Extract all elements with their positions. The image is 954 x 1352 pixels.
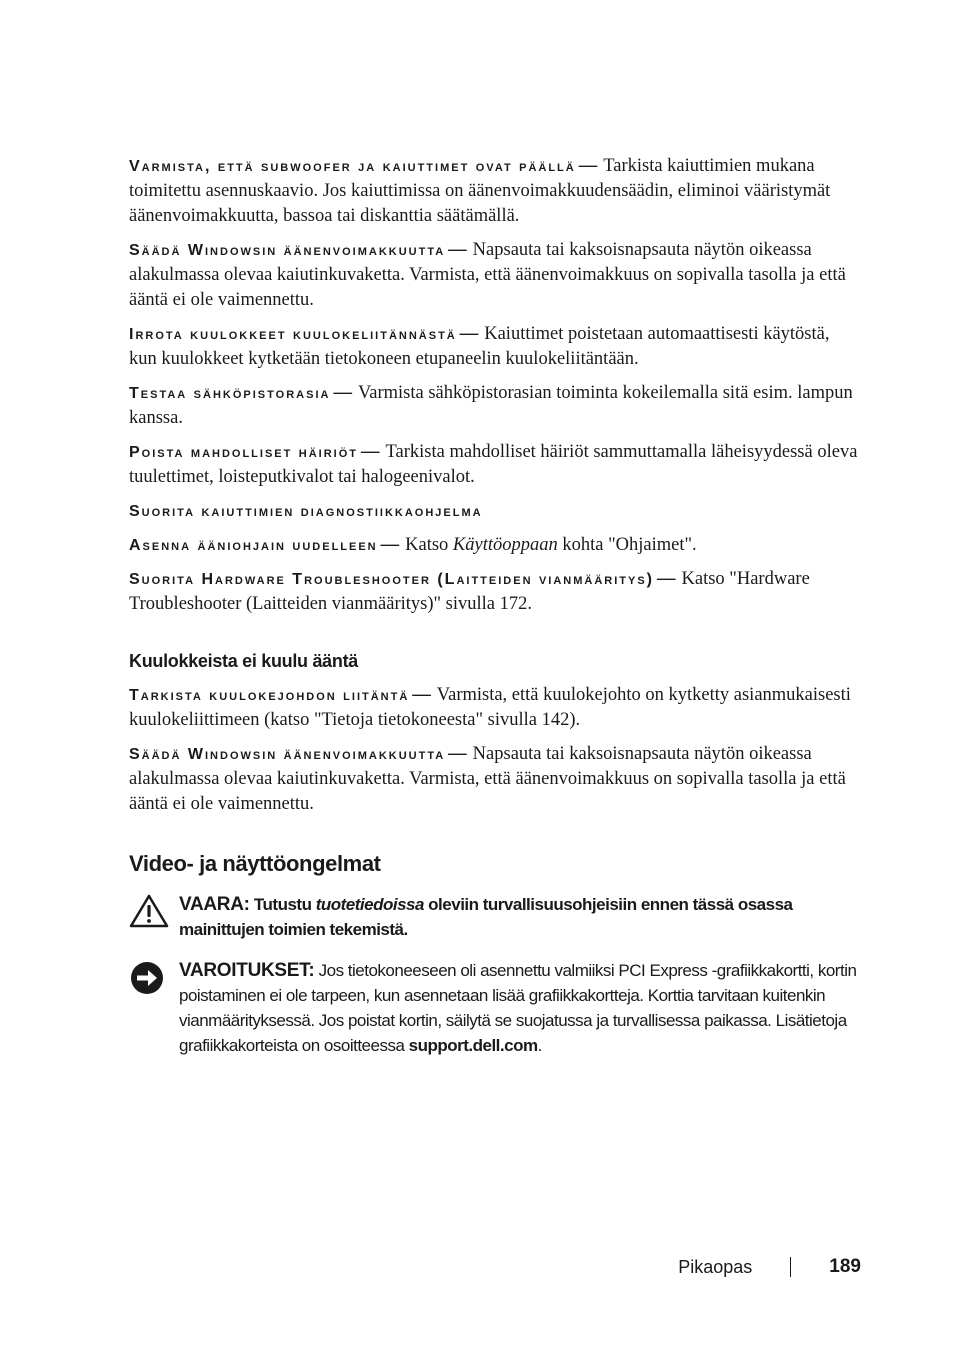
support-link[interactable]: support.dell.com: [408, 1036, 538, 1055]
item-lead: Poista mahdolliset häiriöt: [129, 444, 359, 461]
troubleshoot-item: [129, 567, 859, 617]
troubleshoot-item: [129, 440, 859, 490]
item-text: Napsauta tai kaksoisnapsauta näytön oikeassa alakulmassa olevaa kaiutinkuvaketta. Varmista, että äänenvoimakkuus on sopivalla tasolla ja että ääntä ei ole vaimennettu.: [129, 240, 846, 310]
item-text-emphasis: Käyttöoppaan: [452, 535, 558, 555]
warning-triangle-icon: [129, 894, 169, 933]
em-dash: —: [448, 744, 467, 764]
subsection-heading: Kuulokkeista ei kuulu ääntä: [129, 651, 358, 671]
troubleshoot-item: [129, 154, 859, 229]
troubleshoot-item: [129, 499, 859, 524]
troubleshoot-item: [129, 322, 859, 372]
item-lead: Testaa sähköpistorasia: [129, 385, 331, 402]
em-dash: —: [657, 569, 676, 589]
item-text-post: kohta "Ohjaimet".: [557, 535, 697, 555]
caution-arrow-icon: [129, 960, 165, 1001]
page-number: 189: [829, 1256, 861, 1277]
troubleshoot-item: [129, 742, 859, 817]
item-lead: Varmista, että subwoofer ja kaiuttimet ovat päällä: [129, 158, 576, 175]
caution-end: .: [537, 1036, 542, 1055]
caution-text: [179, 958, 859, 1058]
item-lead: Suorita Hardware Troubleshooter (Laitteiden vianmääritys): [129, 571, 655, 588]
em-dash: —: [448, 240, 467, 260]
em-dash: —: [333, 383, 352, 403]
warning-text-post: oleviin turvallisuusohjeisiin ennen tässä osassa mainittujen toimien tekemistä.: [179, 895, 793, 939]
caution-label: VAROITUKSET:: [179, 960, 315, 981]
footer-divider: [790, 1257, 791, 1277]
page-content: [129, 154, 859, 1074]
em-dash: —: [380, 535, 400, 555]
item-text: Katso "Hardware Troubleshooter (Laitteiden vianmääritys)" sivulla 172.: [129, 569, 810, 614]
item-text-pre: Katso: [405, 535, 453, 555]
troubleshoot-item: [129, 683, 859, 733]
troubleshoot-item: [129, 238, 859, 313]
page-footer: [678, 1256, 861, 1278]
item-lead: Asenna ääniohjain uudelleen: [129, 537, 378, 554]
item-text: Kaiuttimet poistetaan automaattisesti käytöstä, kun kuulokkeet kytketään tietokoneen etupaneelin kuulokeliitäntään.: [129, 324, 830, 369]
item-text: Tarkista mahdolliset häiriöt sammuttamalla läheisyydessä oleva tuulettimet, loisteputkivalot tai halogeenivalot.: [129, 442, 858, 487]
item-text: Varmista sähköpistorasian toiminta kokeilemalla sitä esim. lampun kanssa.: [129, 383, 853, 428]
item-lead: Säädä Windowsin äänenvoimakkuutta: [129, 242, 446, 259]
item-lead: Tarkista kuulokejohdon liitäntä: [129, 687, 410, 704]
warning-label: VAARA:: [179, 894, 250, 915]
em-dash: —: [459, 324, 479, 344]
item-lead: Säädä Windowsin äänenvoimakkuutta: [129, 746, 446, 763]
troubleshoot-item: [129, 381, 859, 431]
section-heading: Video- ja näyttöongelmat: [129, 851, 381, 876]
item-lead: Irrota kuulokkeet kuulokeliitännästä: [129, 326, 457, 343]
warning-text-pre: Tutustu: [253, 895, 316, 914]
warning-text: [179, 892, 859, 942]
item-text: Napsauta tai kaksoisnapsauta näytön oikeassa alakulmassa olevaa kaiutinkuvaketta. Varmista, että äänenvoimakkuus on sopivalla tasolla ja että ääntä ei ole vaimennettu.: [129, 744, 846, 814]
em-dash: —: [361, 442, 380, 462]
troubleshoot-item: [129, 533, 859, 558]
item-text: Varmista, että kuulokejohto on kytketty asianmukaisesti kuulokeliittimeen (katso "Tietoja tietokoneesta" sivulla 142).: [129, 685, 851, 730]
item-lead: Suorita kaiuttimien diagnostiikkaohjelma: [129, 503, 483, 520]
em-dash: —: [412, 685, 431, 705]
em-dash: —: [578, 156, 598, 176]
caution-notice: [129, 958, 859, 1058]
caution-body: Jos tietokoneeseen oli asennettu valmiiksi PCI Express -grafiikkakortti, kortin poistaminen ei ole tarpeen, kun asennetaan lisää grafiikkakortteja. Korttia tarvitaan kuitenkin vianmäärityksessä. Jos poistat kortin, säilytä se suojatussa ja turvallisessa paikassa. Lisätietoja grafiikkakorteista on osoitteessa: [179, 961, 857, 1055]
warning-notice: [129, 892, 859, 942]
footer-label: Pikaopas: [678, 1256, 753, 1277]
item-text: Tarkista kaiuttimien mukana toimitettu asennuskaavio. Jos kaiuttimissa on äänenvoimakkuudensäädin, eliminoi vääristymät äänenvoimakkuutta, bassoa tai diskanttia säätämällä.: [129, 156, 831, 226]
warning-text-emphasis: tuotetiedoissa: [315, 895, 424, 914]
